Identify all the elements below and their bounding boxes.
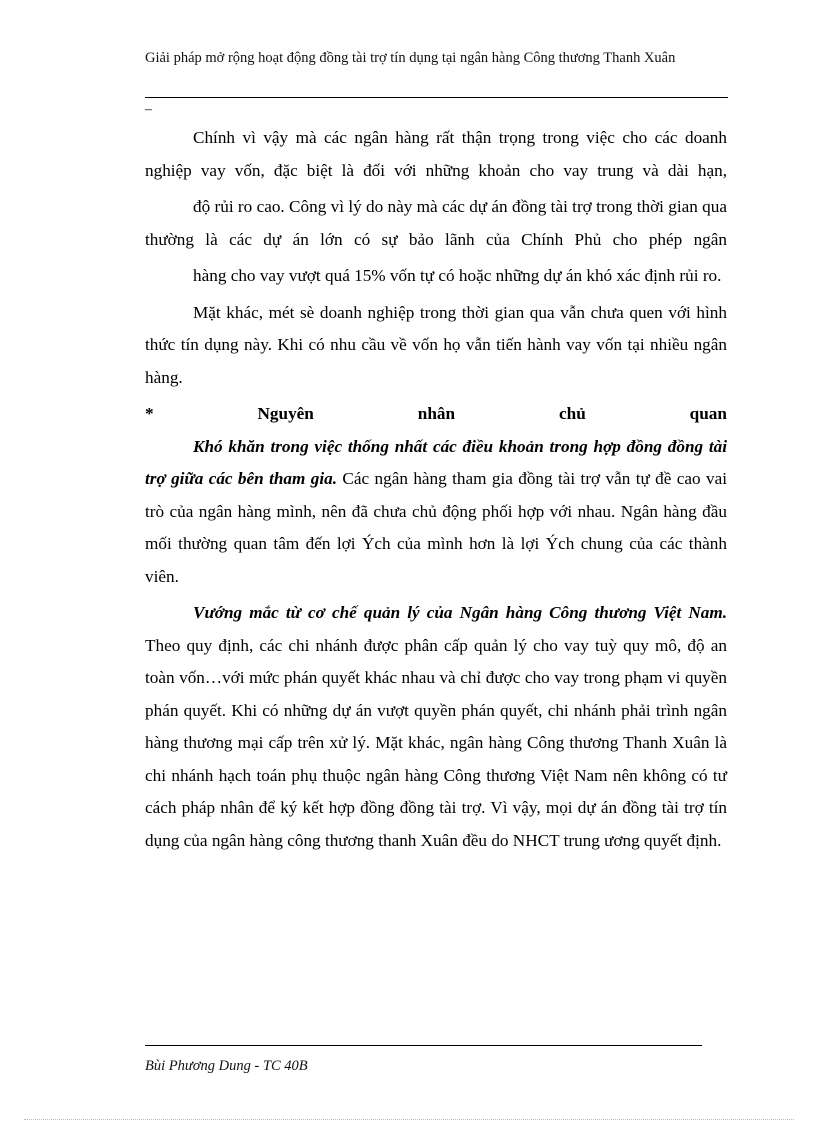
heading-word: Nguyên [257, 404, 314, 423]
paragraph-3 [145, 431, 727, 594]
paragraph-1c: hàng cho vay vượt quá 15% vốn tự có hoặc những dự án khó xác định rủi ro. [193, 266, 722, 285]
heading-bullet: * [145, 404, 154, 423]
document-body [145, 122, 727, 857]
heading-word: nhân [417, 404, 456, 423]
footer-author: Bùi Phương Dung - TC 40B [145, 1058, 308, 1074]
heading-word: chủ [559, 404, 586, 423]
page-header [145, 50, 725, 67]
header-dash: – [145, 102, 152, 117]
paragraph-3-lead: Khó khăn trong việc thống nhất các điều khoản trong hợp đồng đồng tài trợ giữa các bên tham gia. [145, 436, 727, 488]
heading-word: quan [689, 404, 727, 423]
paragraph-4-text: Theo quy định, các chi nhánh được phân cấp quản lý cho vay tuỳ quy mô, độ an toàn vốn…với mức phán quyết khác nhau và chỉ được cho vay trong phạm vi quyền phán quyết. Khi có những dự án vượt quyền phán quyết, chi nhánh phải trình ngân hàng thương mại cấp trên xử lý. Mặt khác, ngân hàng Công thương Thanh Xuân là chi nhánh hạch toán phụ thuộc ngân hàng Công thương Việt Nam nên không có tư cách pháp nhân để ký kết hợp đồng đồng tài trợ. Vì vậy, mọi dự án đồng tài trợ tín dụng của ngân hàng công thương thanh Xuân đều do NHCT trung ương quyết định. [145, 635, 727, 850]
paragraph-2: Mặt khác, mét sè doanh nghiệp trong thời gian qua vẫn chưa quen với hình thức tín dụng này. Khi có nhu cầu về vốn họ vẫn tiến hành vay vốn tại nhiều ngân hàng. [145, 302, 727, 387]
header-title: Giải pháp mở rộng hoạt động đồng tài trợ tín dụng tại ngân hàng Công thương Thanh Xuân [145, 50, 676, 66]
paragraph-1b: độ rủi ro cao. Công vì lý do này mà các dự án đồng tài trợ trong thời gian qua thường là các dự án lớn có sự bảo lãnh của Chính Phủ cho phép ngân [145, 197, 727, 249]
paragraph-1a: Chính vì vậy mà các ngân hàng rất thận trọng trong việc cho các doanh nghiệp vay vốn, đặc biệt là đối với những khoản cho vay trung và dài hạn, [145, 128, 727, 180]
section-heading [145, 398, 727, 431]
paragraph-4 [145, 597, 727, 857]
header-rule [145, 97, 728, 98]
paragraph-3-text: Các ngân hàng tham gia đồng tài trợ vẫn tự đề cao vai trò của ngân hàng mình, nên đã chưa chủ động phối hợp với nhau. Ngân hàng đầu mối thường quan tâm đến lợi Ých của mình hơn là lợi Ých chung của các thành viên. [145, 469, 728, 586]
page-bottom-border [24, 1119, 794, 1120]
footer-rule [145, 1045, 702, 1046]
paragraph-4-lead: Vướng mắc từ cơ chế quản lý của Ngân hàng Công thương Việt Nam. [193, 603, 727, 622]
